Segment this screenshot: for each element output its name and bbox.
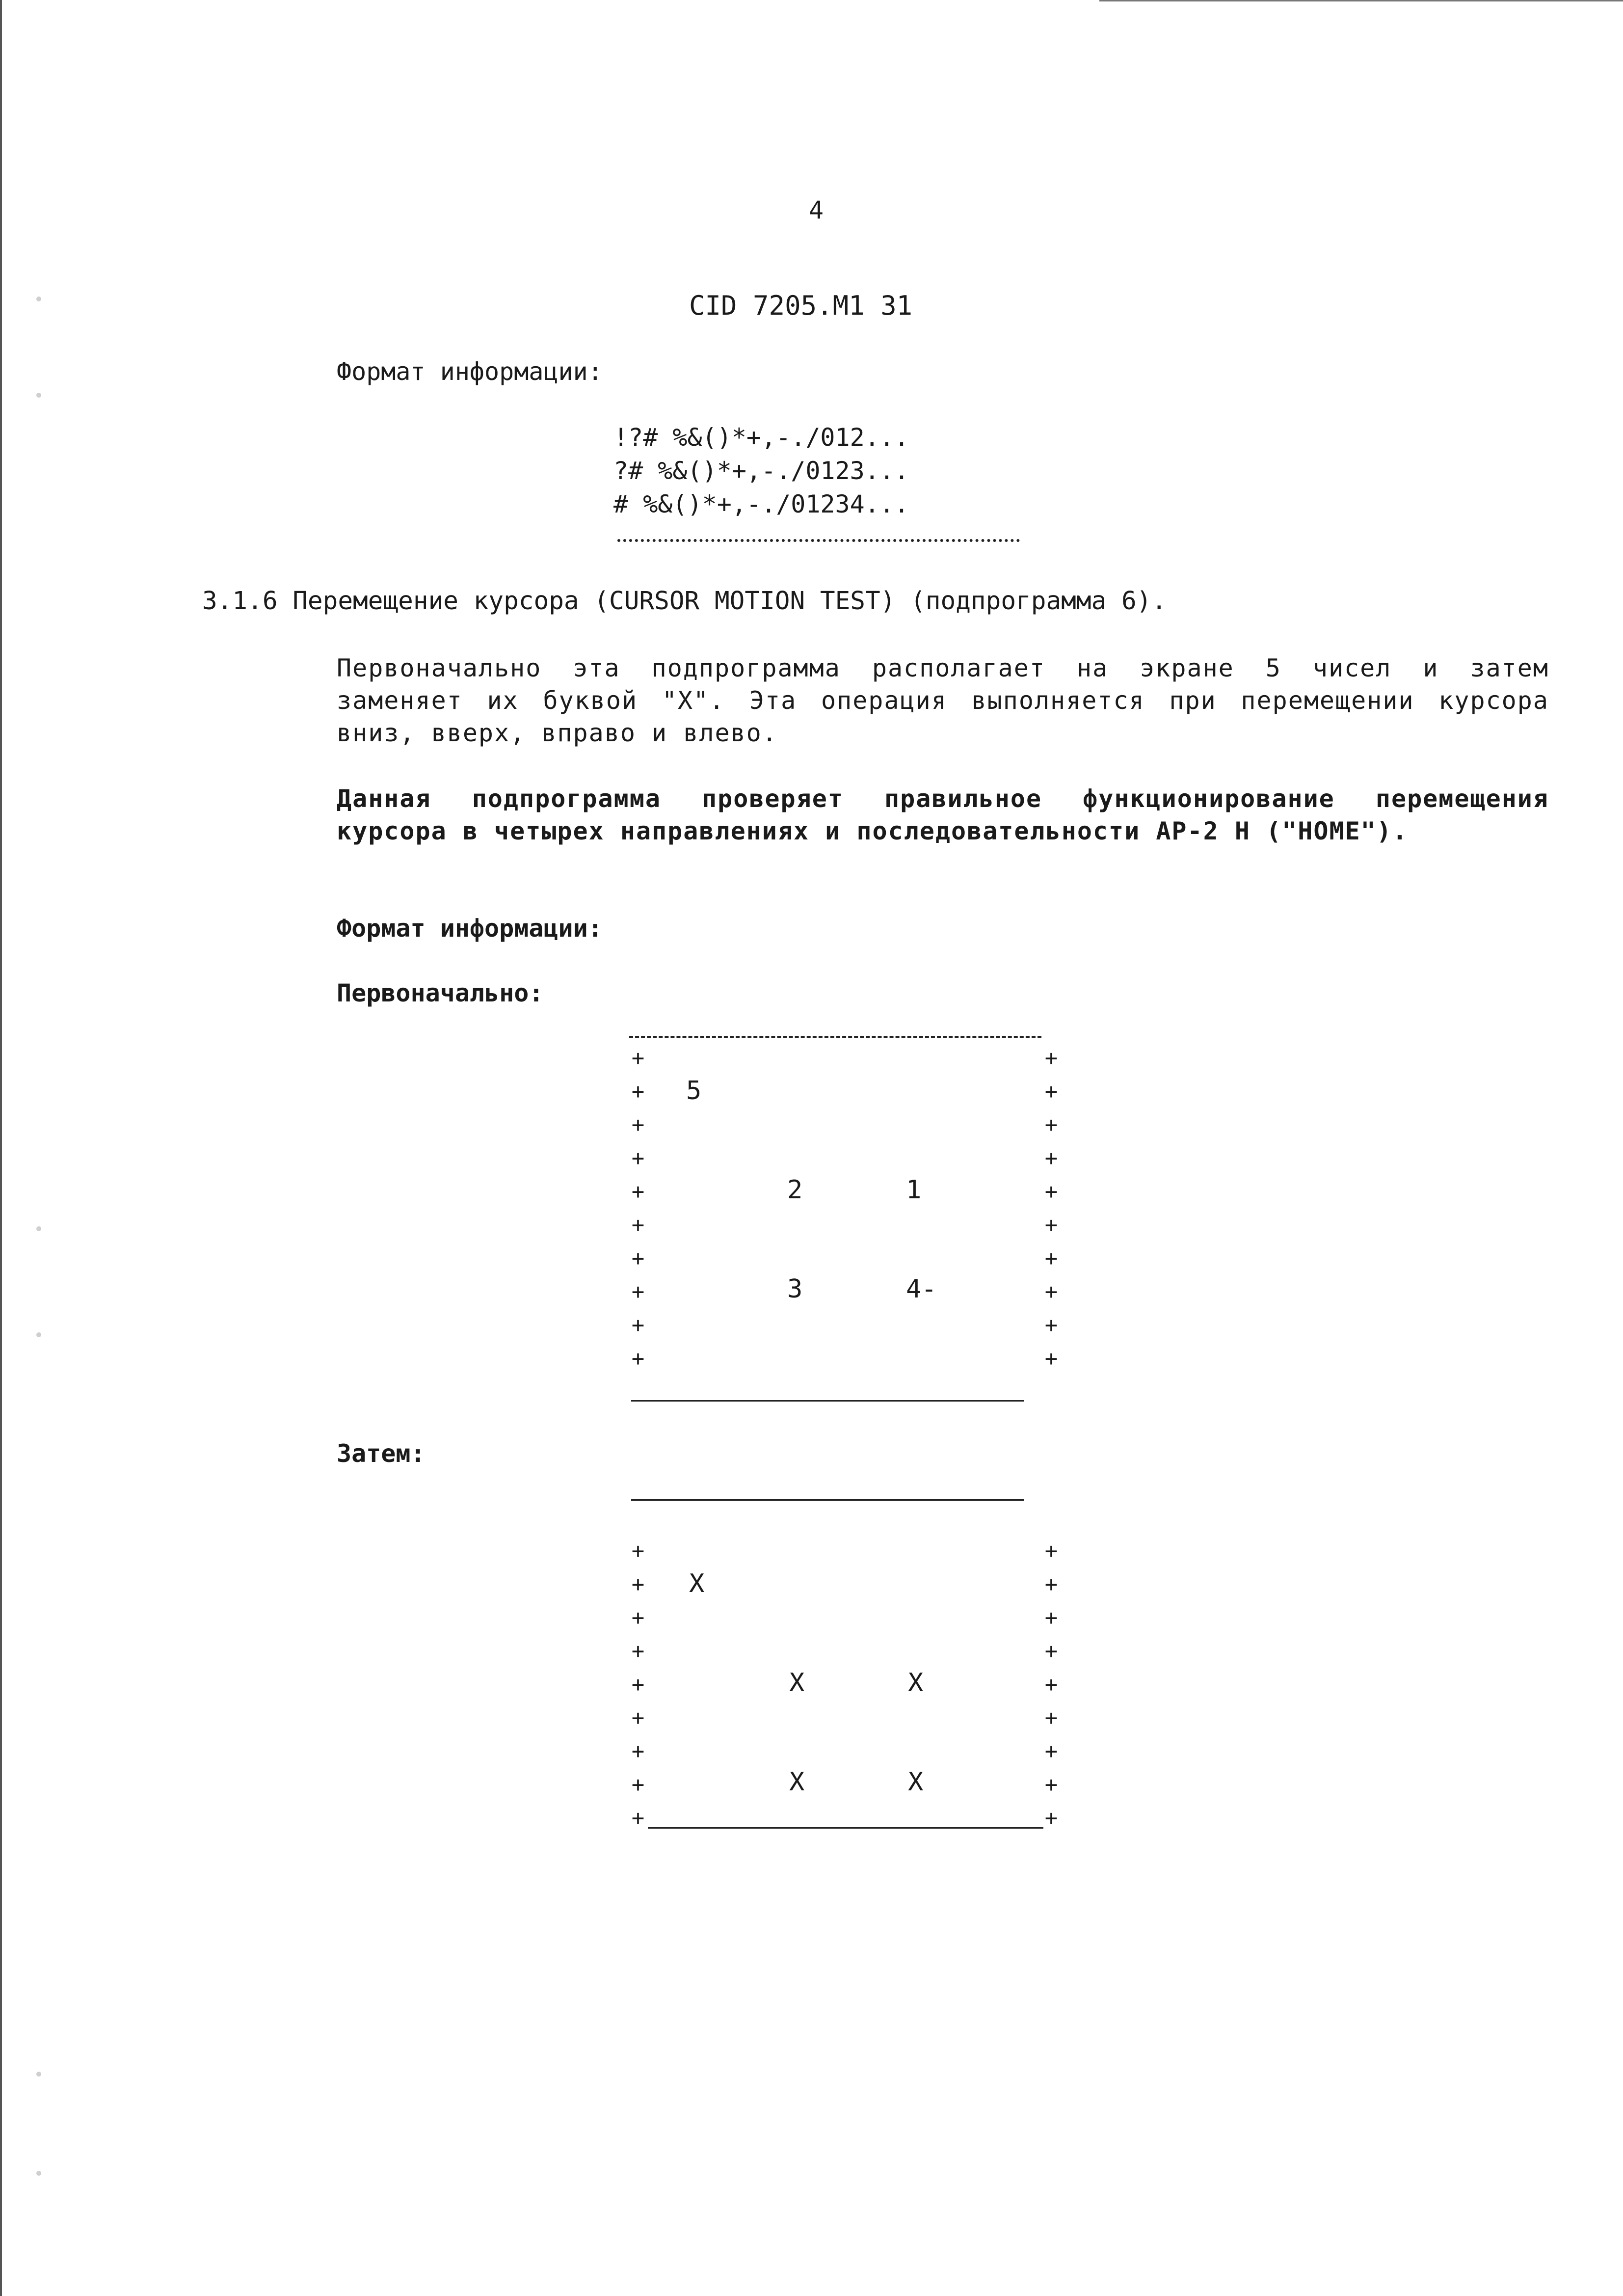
border-plus: + <box>1044 1705 1058 1730</box>
border-plus: + <box>631 1279 645 1304</box>
border-plus: + <box>1044 1572 1058 1597</box>
border-plus: + <box>631 1246 645 1271</box>
border-plus: + <box>631 1705 645 1730</box>
punch-mark <box>36 1226 41 1231</box>
screen-cell: X <box>908 1767 924 1797</box>
border-plus: + <box>631 1772 645 1797</box>
border-plus: + <box>631 1672 645 1697</box>
border-plus: + <box>1044 1772 1058 1797</box>
screen-cell: X <box>689 1569 705 1598</box>
screen-cell: X <box>789 1767 805 1797</box>
section-heading: 3.1.6 Перемещение курсора (CURSOR MOTION TEST) (подпрограмма 6). <box>202 587 1167 616</box>
screen-cell: X <box>908 1668 924 1698</box>
screen-top-border <box>631 1499 1024 1501</box>
initially-label: Первоначально: <box>337 979 544 1007</box>
page-left-edge <box>0 0 2 2296</box>
screen-bottom-border <box>631 1400 1024 1402</box>
border-plus: + <box>631 1213 645 1238</box>
document-header: CID 7205.M1 31 <box>689 290 913 321</box>
border-plus: + <box>631 1539 645 1564</box>
screen-cell: X <box>789 1668 805 1698</box>
punch-mark <box>36 1332 41 1337</box>
border-plus: + <box>1044 1539 1058 1564</box>
screen-bottom-border <box>648 1827 1043 1829</box>
border-plus: + <box>1044 1806 1058 1831</box>
paragraph: Первоначально эта подпрограмма располагает на экране 5 чисел и затем заменяет их буквой "X". Эта операция выполняется при перемещении курсора вниз, вверх, вправо и влево. <box>337 654 1549 747</box>
punch-mark <box>36 297 41 301</box>
punch-mark <box>36 393 41 398</box>
border-plus: + <box>1044 1179 1058 1204</box>
border-plus: + <box>631 1146 645 1171</box>
border-plus: + <box>1044 1279 1058 1304</box>
border-plus: + <box>631 1112 645 1137</box>
charset-line: # %&()*+,-./01234... <box>613 490 909 518</box>
border-plus: + <box>1044 1079 1058 1104</box>
screen-cell: 3 <box>787 1274 803 1304</box>
border-plus: + <box>1044 1246 1058 1271</box>
border-plus: + <box>631 1639 645 1664</box>
border-plus: + <box>631 1046 645 1071</box>
then-label: Затем: <box>337 1439 426 1468</box>
border-plus: + <box>631 1605 645 1630</box>
border-plus: + <box>1044 1346 1058 1371</box>
page-top-edge <box>1099 0 1623 1</box>
page-number: 4 <box>809 196 824 224</box>
screen-cell: 4- <box>906 1274 937 1304</box>
dotted-rule <box>617 539 1020 542</box>
border-plus: + <box>631 1739 645 1764</box>
format-label: Формат информации: <box>337 914 603 943</box>
border-plus: + <box>1044 1313 1058 1338</box>
charset-line: !?# %&()*+,-./012... <box>613 423 909 452</box>
border-plus: + <box>1044 1046 1058 1071</box>
border-plus: + <box>1044 1146 1058 1171</box>
screen-cell: 2 <box>787 1175 803 1205</box>
screen-cell: 5 <box>686 1076 702 1106</box>
border-plus: + <box>631 1179 645 1204</box>
border-plus: + <box>1044 1213 1058 1238</box>
border-plus: + <box>631 1079 645 1104</box>
border-plus: + <box>1044 1605 1058 1630</box>
paragraph: Данная подпрограмма проверяет правильное функционирование перемещения курсора в четырех направлениях и последовательности AP-2 H ("HOME"). <box>337 784 1549 845</box>
screen-cell: 1 <box>906 1175 922 1205</box>
screen-top-border <box>629 1036 1041 1038</box>
border-plus: + <box>631 1572 645 1597</box>
punch-mark <box>36 2072 41 2077</box>
format-label: Формат информации: <box>337 357 603 386</box>
border-plus: + <box>1044 1739 1058 1764</box>
border-plus: + <box>1044 1639 1058 1664</box>
border-plus: + <box>631 1313 645 1338</box>
border-plus: + <box>631 1346 645 1371</box>
border-plus: + <box>1044 1112 1058 1137</box>
punch-mark <box>36 2171 41 2176</box>
border-plus: + <box>1044 1672 1058 1697</box>
border-plus: + <box>631 1806 645 1831</box>
charset-line: ?# %&()*+,-./0123... <box>613 457 909 485</box>
